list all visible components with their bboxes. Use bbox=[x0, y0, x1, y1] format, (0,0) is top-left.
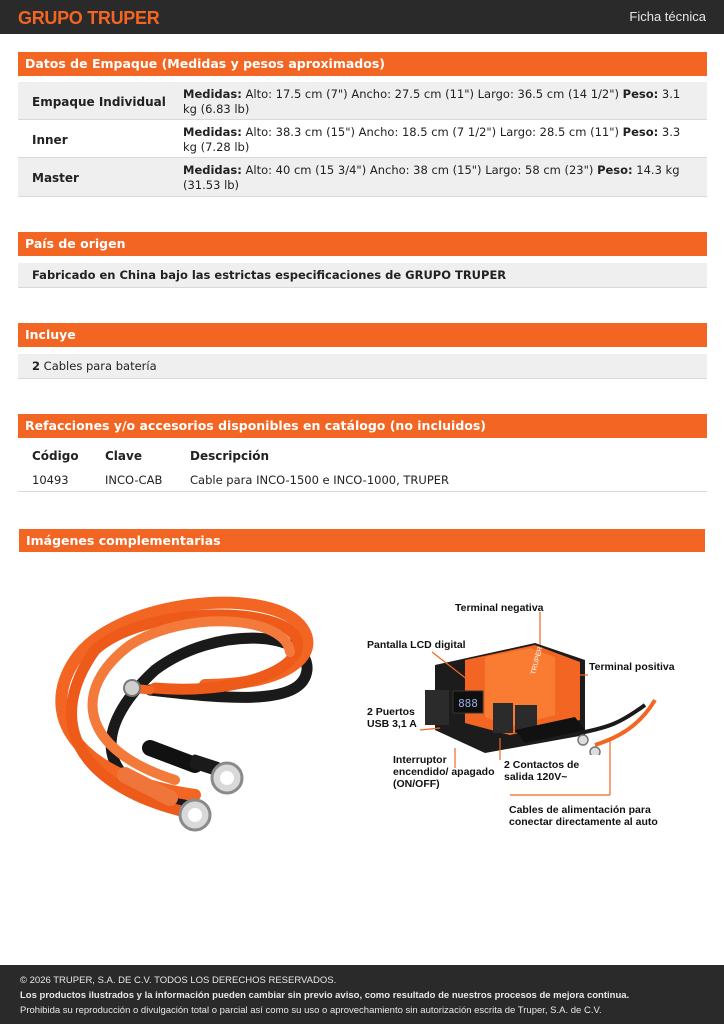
includes-row bbox=[18, 354, 707, 379]
origin-row bbox=[18, 263, 707, 288]
origin-text: Fabricado en China bajo las estrictas especificaciones de GRUPO TRUPER bbox=[32, 268, 507, 282]
section-includes-title: Incluye bbox=[18, 323, 707, 347]
callout-switch: Interruptor encendido/ apagado (ON/OFF) bbox=[393, 754, 495, 790]
part-description: Cable para INCO-1500 e INCO-1000, TRUPER bbox=[190, 473, 450, 487]
top-bar bbox=[0, 0, 724, 34]
callout-terminal-positive: Terminal positiva bbox=[589, 661, 675, 673]
truper-logo[interactable]: GRUPO TRUPER bbox=[18, 8, 160, 28]
page-type-label: Ficha técnica bbox=[629, 9, 706, 24]
section-parts-title: Refacciones y/o accesorios disponibles en catálogo (no incluidos) bbox=[18, 414, 707, 438]
part-key: INCO-CAB bbox=[105, 473, 163, 487]
inverter-brand: TRUPER bbox=[530, 645, 545, 676]
battery-cables-image bbox=[35, 580, 325, 840]
section-origin-title: País de origen bbox=[18, 232, 707, 256]
footer-notice: Los productos ilustrados y la información pueden cambiar sin previo aviso, como resultado de nuestros procesos de mejora continua. bbox=[20, 990, 630, 1001]
callout-lcd: Pantalla LCD digital bbox=[367, 639, 466, 651]
col-header-code: Código bbox=[32, 449, 79, 463]
includes-text: 2 Cables para batería bbox=[32, 359, 157, 373]
package-value: Medidas: Alto: 17.5 cm (7") Ancho: 27.5 cm (11") Largo: 36.5 cm (14 1/2") Peso: 3.1 kg (6.83 lb) bbox=[183, 87, 681, 116]
part-code: 10493 bbox=[32, 473, 69, 487]
section-images-title: Imágenes complementarias bbox=[19, 529, 705, 552]
callout-usb: 2 Puertos USB 3,1 A bbox=[367, 706, 417, 730]
package-label: Master bbox=[32, 171, 79, 185]
table-row bbox=[18, 466, 707, 492]
col-header-description: Descripción bbox=[190, 449, 269, 463]
package-value: Medidas: Alto: 40 cm (15 3/4") Ancho: 38 cm (15") Largo: 58 cm (23") Peso: 14.3 kg (31.53 lb) bbox=[183, 163, 680, 192]
table-row bbox=[18, 82, 707, 120]
package-label: Inner bbox=[32, 133, 68, 147]
footer-legal: Prohibida su reproducción o divulgación total o parcial así como su uso o aprovechamiento sin autorización escrita de Truper, S.A. de C.V. bbox=[20, 1005, 602, 1016]
callout-cables: Cables de alimentación para conectar directamente al auto bbox=[509, 804, 658, 828]
callout-terminal-negative: Terminal negativa bbox=[455, 602, 544, 614]
callout-outlets: 2 Contactos de salida 120V~ bbox=[504, 759, 580, 783]
lcd-display-value: 888 bbox=[458, 697, 478, 710]
package-label: Empaque Individual bbox=[32, 95, 166, 109]
footer bbox=[0, 965, 724, 1024]
col-header-key: Clave bbox=[105, 449, 142, 463]
section-packaging-title: Datos de Empaque (Medidas y pesos aproximados) bbox=[18, 52, 707, 76]
footer-copyright: © 2026 TRUPER, S.A. DE C.V. TODOS LOS DERECHOS RESERVADOS. bbox=[20, 975, 337, 986]
table-row bbox=[18, 158, 707, 197]
table-row bbox=[18, 120, 707, 158]
package-value: Medidas: Alto: 38.3 cm (15") Ancho: 18.5 cm (7 1/2") Largo: 28.5 cm (11") Peso: 3.3 kg (7.28 lb) bbox=[183, 125, 681, 154]
